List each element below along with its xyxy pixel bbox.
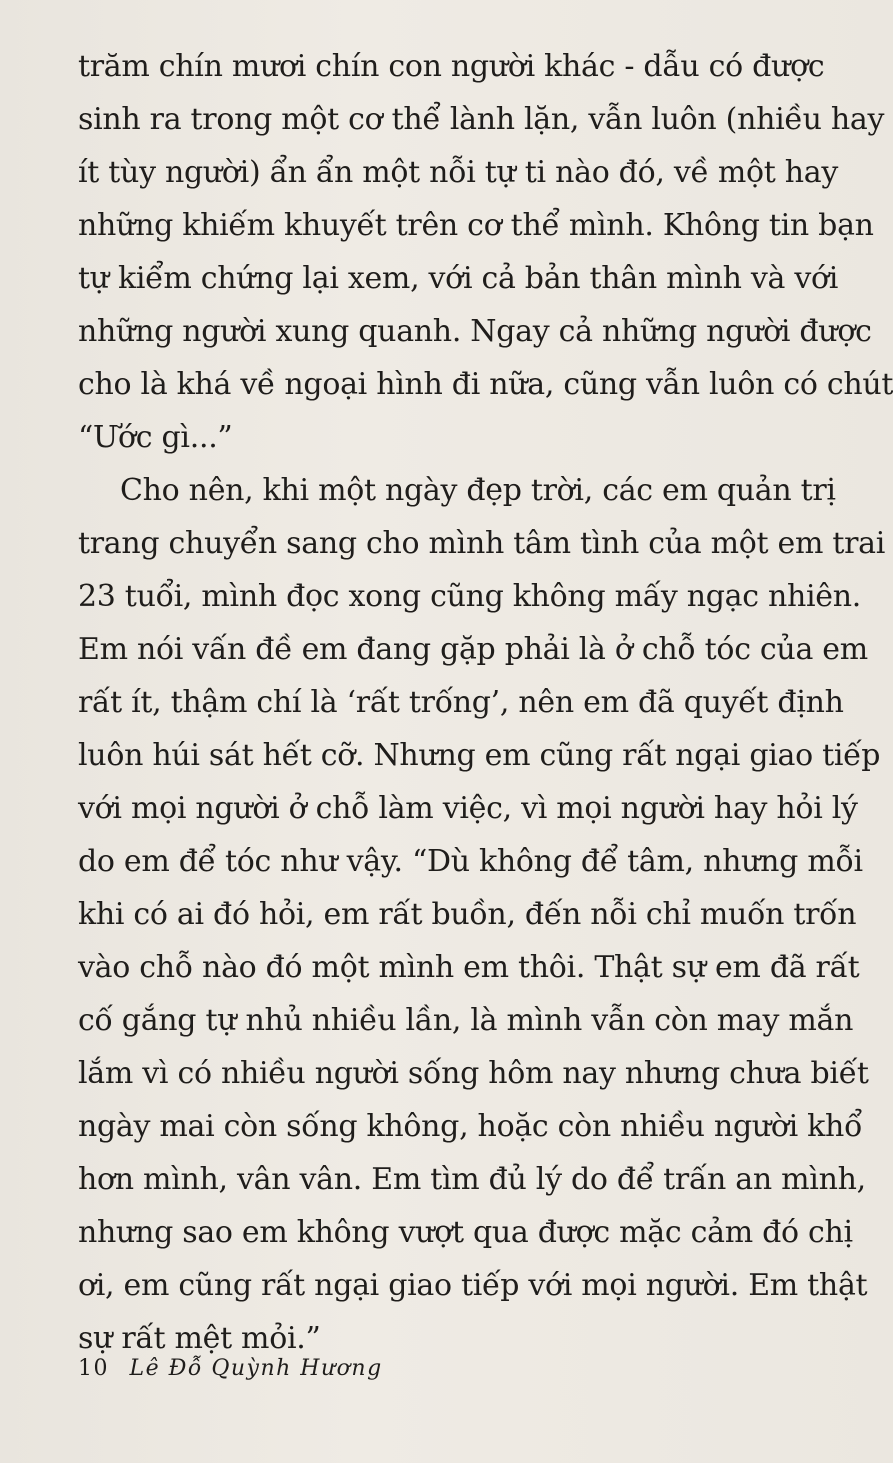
running-author: Lê Đỗ Quỳnh Hương: [129, 1356, 383, 1381]
paragraph-first-line: Cho nên, khi một ngày đẹp trời, các em quản trị: [120, 473, 836, 508]
text-line: khi có ai đó hỏi, em rất buồn, đến nỗi chỉ muốn trốn: [78, 897, 857, 932]
text-line: sự rất mệt mỏi.”: [78, 1321, 321, 1356]
text-line: nhưng sao em không vượt qua được mặc cảm đó chị: [78, 1215, 853, 1250]
text-line: trang chuyển sang cho mình tâm tình của một em trai: [78, 526, 886, 561]
text-line: cố gắng tự nhủ nhiều lần, là mình vẫn còn may mắn: [78, 1003, 854, 1038]
text-line: những người xung quanh. Ngay cả những người được: [78, 314, 872, 349]
text-line: trăm chín mươi chín con người khác - dẫu có được: [78, 49, 825, 84]
text-line: lắm vì có nhiều người sống hôm nay nhưng chưa biết: [78, 1056, 869, 1091]
text-line: cho là khá về ngoại hình đi nữa, cũng vẫn luôn có chút: [78, 367, 893, 402]
text-line: những khiếm khuyết trên cơ thể mình. Không tin bạn: [78, 208, 874, 243]
text-line: Em nói vấn đề em đang gặp phải là ở chỗ tóc của em: [78, 632, 868, 667]
text-line: ơi, em cũng rất ngại giao tiếp với mọi người. Em thật: [78, 1268, 868, 1303]
text-line: luôn húi sát hết cỡ. Nhưng em cũng rất ngại giao tiếp: [78, 738, 881, 773]
text-line: với mọi người ở chỗ làm việc, vì mọi người hay hỏi lý: [78, 791, 858, 826]
text-line: vào chỗ nào đó một mình em thôi. Thật sự em đã rất: [78, 950, 860, 985]
body-text: [78, 40, 893, 1365]
text-line: hơn mình, vân vân. Em tìm đủ lý do để trấn an mình,: [78, 1162, 866, 1197]
page-footer: [78, 1356, 383, 1381]
text-line: 23 tuổi, mình đọc xong cũng không mấy ngạc nhiên.: [78, 579, 861, 614]
text-line: tự kiểm chứng lại xem, với cả bản thân mình và với: [78, 261, 839, 296]
text-line: ít tùy người) ẩn ẩn một nỗi tự ti nào đó, về một hay: [78, 155, 839, 190]
text-line: sinh ra trong một cơ thể lành lặn, vẫn luôn (nhiều hay: [78, 102, 885, 137]
page-number: 10: [78, 1356, 109, 1381]
text-line: “Ước gì...”: [78, 420, 233, 455]
text-line: ngày mai còn sống không, hoặc còn nhiều người khổ: [78, 1109, 863, 1144]
text-line: do em để tóc như vậy. “Dù không để tâm, nhưng mỗi: [78, 844, 863, 879]
text-line: rất ít, thậm chí là ‘rất trống’, nên em đã quyết định: [78, 685, 844, 720]
